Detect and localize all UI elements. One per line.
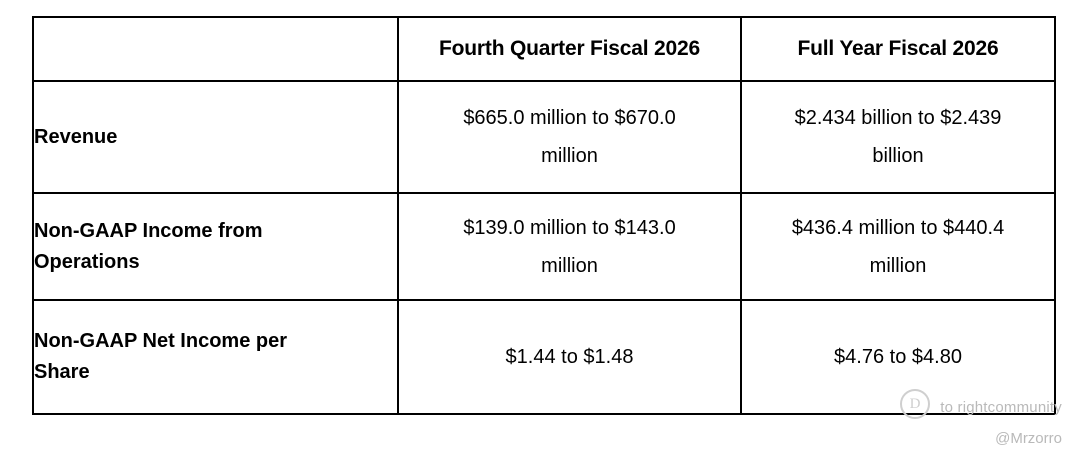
row-value-revenue-q4 bbox=[398, 81, 741, 193]
label-line-1: Non-GAAP Income from bbox=[34, 219, 263, 242]
label-line-2: Operations bbox=[34, 250, 140, 273]
table-row bbox=[33, 300, 1055, 414]
table-header-blank bbox=[33, 17, 398, 81]
value-line-1: $665.0 million to $670.0 bbox=[463, 107, 676, 129]
table-row bbox=[33, 193, 1055, 300]
row-label-non-gaap-net-income-per-share bbox=[33, 300, 398, 414]
watermark-text: to rightcommunity bbox=[940, 399, 1062, 416]
label-line-1: Non-GAAP Net Income per bbox=[34, 330, 287, 352]
row-value-non-gaap-eps-q4: $1.44 to $1.48 bbox=[398, 300, 741, 414]
guidance-table bbox=[32, 16, 1056, 415]
value-line-2: million bbox=[541, 145, 598, 167]
label-line-2: Share bbox=[34, 361, 90, 383]
value-line-2: million bbox=[869, 254, 927, 277]
watermark-logo-icon: D bbox=[900, 389, 930, 419]
table-row bbox=[33, 81, 1055, 193]
value-line-1: $2.434 billion to $2.439 bbox=[794, 107, 1002, 129]
guidance-table-container bbox=[32, 16, 1054, 415]
table-header-fy: Full Year Fiscal 2026 bbox=[741, 17, 1055, 81]
value-line-1: $139.0 million to $143.0 bbox=[463, 216, 676, 239]
row-value-non-gaap-income-fy bbox=[741, 193, 1055, 300]
row-label-revenue: Revenue bbox=[33, 81, 398, 193]
row-value-non-gaap-income-q4 bbox=[398, 193, 741, 300]
row-value-revenue-fy bbox=[741, 81, 1055, 193]
value-line-2: million bbox=[541, 254, 598, 277]
value-line-2: billion bbox=[872, 145, 924, 167]
table-header-q4: Fourth Quarter Fiscal 2026 bbox=[398, 17, 741, 81]
value-line-1: $436.4 million to $440.4 bbox=[791, 216, 1005, 239]
row-label-non-gaap-income-from-operations bbox=[33, 193, 398, 300]
row-value-non-gaap-eps-fy: $4.76 to $4.80 bbox=[741, 300, 1055, 414]
table-header-row bbox=[33, 17, 1055, 81]
watermark-handle: @Mrzorro bbox=[995, 430, 1062, 447]
